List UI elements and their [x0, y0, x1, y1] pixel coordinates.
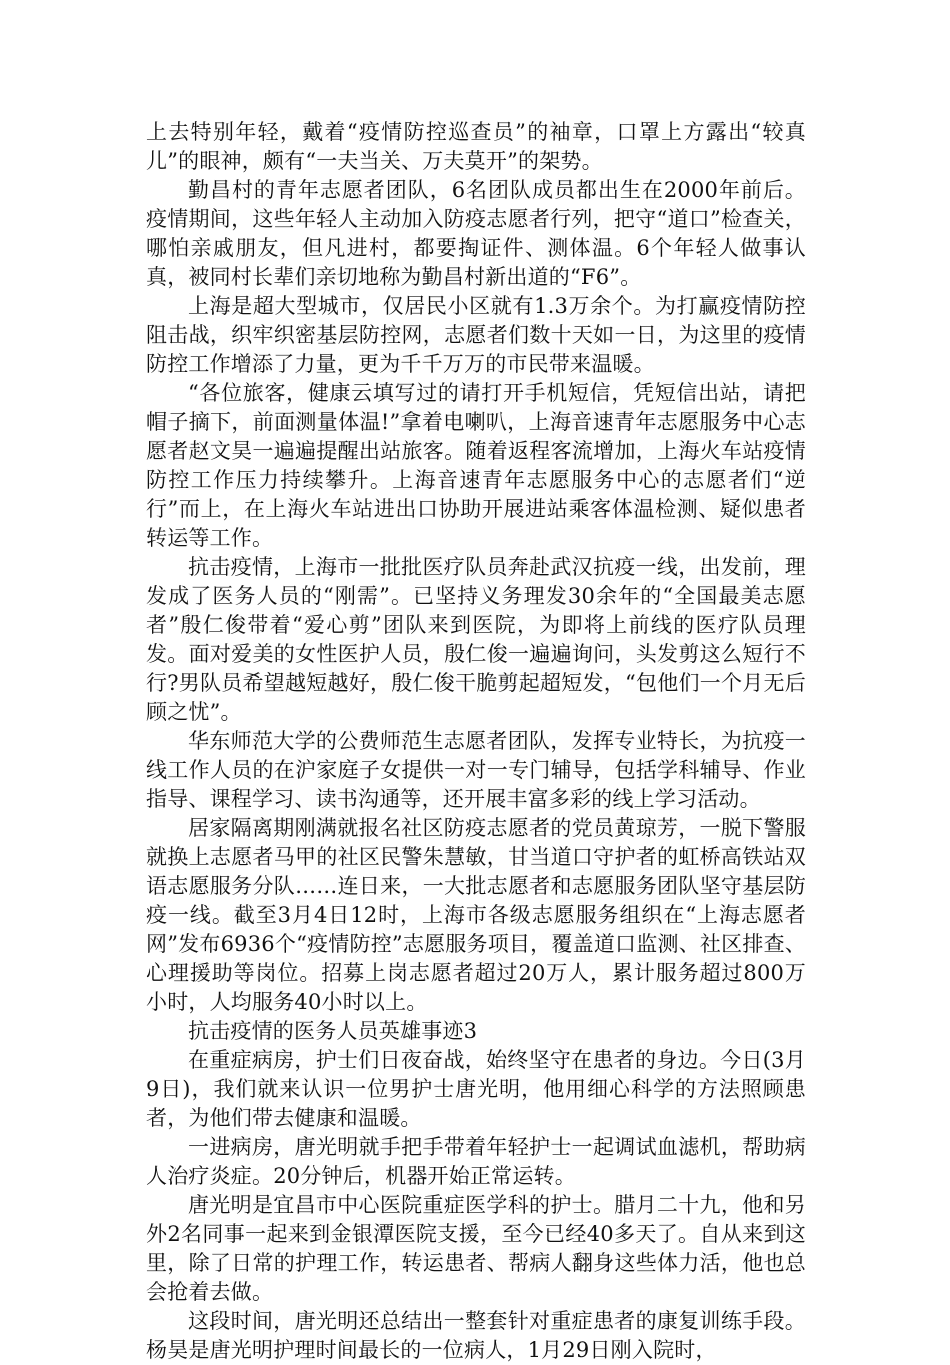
paragraph-icu-nurses: 在重症病房，护士们日夜奋战，始终坚守在患者的身边。今日(3月9日)，我们就来认识一位男护士唐光明，他用细心科学的方法照顾患者，为他们带去健康和温暖。	[146, 1048, 806, 1130]
paragraph-f6-volunteers: 勤昌村的青年志愿者团队，6名团队成员都出生在2000年前后。疫情期间，这些年轻人主动加入防疫志愿者行列，把守“道口”检查关，哪怕亲戚朋友，但凡进村，都要掏证件、测体温。6个年轻人做事认真，被同村长辈们亲切地称为勤昌村新出道的“F6”。	[146, 178, 806, 289]
paragraph-rehab-training: 这段时间，唐光明还总结出一整套针对重症患者的康复训练手段。杨昊是唐光明护理时间最长的一位病人，1月29日刚入院时，	[146, 1309, 806, 1362]
section-heading: 抗击疫情的医务人员英雄事迹3	[188, 1019, 478, 1043]
paragraph-normal-university: 华东师范大学的公费师范生志愿者团队，发挥专业特长，为抗疫一线工作人员的在沪家庭子女提供一对一专门辅导，包括学科辅导、作业指导、课程学习、读书沟通等，还开展丰富多彩的线上学习活动。	[146, 729, 806, 811]
paragraph-blood-filter: 一进病房，唐光明就手把手带着年轻护士一起调试血滤机，帮助病人治疗炎症。20分钟后，机器开始正常运转。	[146, 1135, 806, 1188]
paragraph-tang-guangming: 唐光明是宜昌市中心医院重症医学科的护士。腊月二十九，他和另外2名同事一起来到金银潭医院支援，至今已经40多天了。自从来到这里，除了日常的护理工作，转运患者、帮病人翻身这些体力活，他也总会抢着去做。	[146, 1193, 806, 1304]
paragraph-railway-station: “各位旅客，健康云填写过的请打开手机短信，凭短信出站，请把帽子摘下，前面测量体温!”拿着电喇叭，上海音速青年志愿服务中心志愿者赵文昊一遍遍提醒出站旅客。随着返程客流增加，上海火车站疫情防控工作压力持续攀升。上海音速青年志愿服务中心的志愿者们“逆行”而上，在上海火车站进出口协助开展进站乘客体温检测、疑似患者转运等工作。	[146, 381, 806, 550]
document-page	[146, 118, 806, 1365]
paragraph-haircut-team: 抗击疫情，上海市一批批医疗队员奔赴武汉抗疫一线，出发前，理发成了医务人员的“刚需”。已坚持义务理发30余年的“全国最美志愿者”殷仁俊带着“爱心剪”团队来到医院，为即将上前线的医疗队员理发。面对爱美的女性医护人员，殷仁俊一遍遍询问，头发剪这么短行不行?男队员希望越短越好，殷仁俊干脆剪起超短发，“包他们一个月无后顾之忧”。	[146, 555, 806, 724]
paragraph-continuation: 上去特别年轻，戴着“疫情防控巡查员”的袖章，口罩上方露出“较真儿”的眼神，颇有“一夫当关、万夫莫开”的架势。	[146, 120, 806, 173]
paragraph-shanghai-city: 上海是超大型城市，仅居民小区就有1.3万余个。为打赢疫情防控阻击战，织牢织密基层防控网，志愿者们数十天如一日，为这里的疫情防控工作增添了力量，更为千千万万的市民带来温暖。	[146, 294, 806, 376]
paragraph-volunteer-statistics: 居家隔离期刚满就报名社区防疫志愿者的党员黄琼芳，一脱下警服就换上志愿者马甲的社区民警朱慧敏，甘当道口守护者的虹桥高铁站双语志愿服务分队……连日来，一大批志愿者和志愿服务团队坚守基层防疫一线。截至3月4日12时，上海市各级志愿服务组织在“上海志愿者网”发布6936个“疫情防控”志愿服务项目，覆盖道口监测、社区排查、心理援助等岗位。招募上岗志愿者超过20万人，累计服务超过800万小时，人均服务40小时以上。	[146, 816, 806, 1014]
